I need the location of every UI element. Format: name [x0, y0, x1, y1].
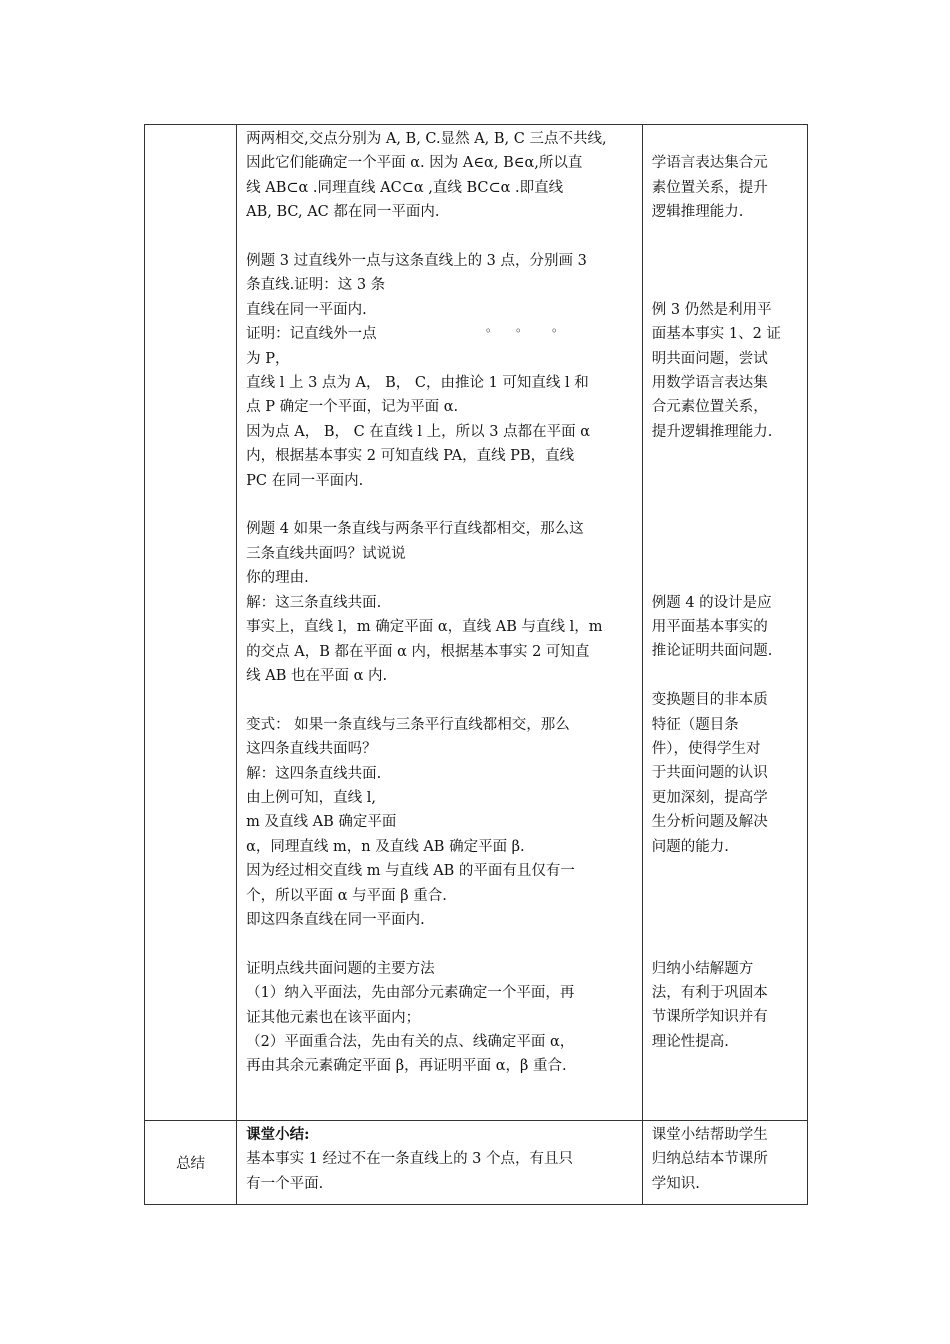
- design-note-line: [652, 908, 799, 932]
- content-line: （1）纳入平面法，先由部分元素确定一个平面，再: [246, 985, 575, 1002]
- content-line: AB, BC, AC 都在同一平面内.: [246, 204, 440, 221]
- design-note-line: [652, 444, 799, 468]
- content-line: 再由其余元素确定平面 β，再证明平面 α，β 重合.: [246, 1058, 567, 1075]
- summary-label: 总结: [145, 1121, 237, 1205]
- design-note-line: 理论性提高.: [651, 1033, 729, 1050]
- design-note-line: 变换题目的非本质: [651, 692, 768, 709]
- content-line: 条直线.证明：这 3 条: [246, 277, 386, 294]
- design-note-line: 用数学语言表达集: [651, 375, 768, 391]
- design-note-line: 节课所学知识并有: [651, 1009, 768, 1026]
- design-note-line: 推论证明共面问题.: [651, 643, 773, 660]
- content-line: 为 P，: [246, 350, 290, 367]
- content-line: 个，所以平面 α 与平面 β 重合.: [246, 887, 447, 904]
- content-line: 证明点线共面问题的主要方法: [246, 960, 435, 977]
- design-intent-cell: [642, 125, 807, 1121]
- design-note-line: [652, 249, 799, 273]
- content-line: α，同理直线 m，n 及直线 AB 确定平面 β.: [246, 838, 525, 855]
- design-note-line: [652, 225, 799, 249]
- design-note-line: [652, 542, 799, 566]
- design-note-line: 生分析问题及解决: [651, 814, 768, 831]
- content-line: 事实上，直线 l，m 确定平面 α，直线 AB 与直线 l，m: [246, 619, 603, 636]
- content-line: （2）平面重合法，先由有关的点、线确定平面 α，: [246, 1033, 575, 1050]
- content-line: 因此它们能确定一个平面 α. 因为 A∈α, B∈α,所以直: [246, 155, 583, 172]
- summary-row: [145, 1121, 808, 1205]
- design-note-line: 件），使得学生对: [651, 740, 761, 757]
- stage-cell-empty: [145, 125, 237, 1121]
- design-note-line: [652, 883, 799, 907]
- design-note-line: 学语言表达集合元: [651, 155, 768, 172]
- design-note-line: [652, 469, 799, 493]
- design-note-line: 问题的能力.: [651, 838, 729, 855]
- lesson-plan-table: [144, 124, 808, 1205]
- design-note-line: 用平面基本事实的: [651, 618, 768, 635]
- content-line: 解：这四条直线共面.: [246, 765, 382, 782]
- design-note-line: 逻辑推理能力.: [651, 204, 744, 221]
- content-line: 由上例可知，直线 l,: [246, 789, 376, 806]
- design-note-line: 素位置关系，提升: [651, 179, 768, 196]
- content-line: 直线在同一平面内.: [246, 301, 367, 318]
- design-note-line: [652, 859, 799, 883]
- content-line: 线 AB 也在平面 α 内.: [246, 667, 388, 684]
- summary-note: 课堂小结帮助学生: [651, 1127, 768, 1143]
- content-row: [145, 125, 808, 1121]
- design-note-line: 合元素位置关系，: [651, 399, 768, 416]
- stray-dot: 。: [486, 320, 499, 334]
- design-note-line: [652, 566, 799, 590]
- content-line: 直线 l 上 3 点为 A， B， C，由推论 1 可知直线 l 和: [246, 375, 589, 392]
- content-line: [246, 932, 634, 956]
- design-note-line: [652, 273, 799, 297]
- content-line: 证其他元素也在该平面内；: [246, 1009, 421, 1026]
- summary-line: 有一个平面.: [246, 1175, 324, 1192]
- content-line: 例题 4 如果一条直线与两条平行直线都相交，那么这: [246, 521, 584, 538]
- content-line: 变式： 如果一条直线与三条平行直线都相交，那么: [246, 716, 570, 733]
- design-note-line: [652, 517, 799, 541]
- content-line: [246, 225, 634, 249]
- stray-dot: 。: [516, 320, 529, 334]
- design-note-line: 法，有利于巩固本: [651, 984, 768, 1001]
- design-note-line: 提升逻辑推理能力.: [651, 423, 773, 440]
- content-line: PC 在同一平面内.: [246, 472, 364, 489]
- content-line: 内，根据基本事实 2 可知直线 PA，直线 PB，直线: [246, 448, 575, 465]
- summary-note: 学知识.: [651, 1175, 700, 1192]
- content-line: 线 AB⊂α .同理直线 AC⊂α ,直线 BC⊂α .即直线: [246, 179, 564, 196]
- summary-content-cell: [237, 1121, 643, 1205]
- design-note-line: 面基本事实 1、2 证: [651, 326, 781, 343]
- content-line: 点 P 确定一个平面，记为平面 α.: [246, 399, 459, 416]
- content-line: 例题 3 过直线外一点与这条直线上的 3 点，分别画 3: [246, 253, 587, 270]
- content-line: 解：这三条直线共面.: [246, 594, 382, 611]
- summary-note: 归纳总结本节课所: [651, 1151, 768, 1168]
- design-note-line: 例题 4 的设计是应: [651, 594, 772, 611]
- content-line: 这四条直线共面吗？: [246, 741, 377, 758]
- design-note-line: [652, 127, 799, 151]
- design-note-line: 更加深刻，提高学: [651, 789, 768, 806]
- content-line: [246, 688, 634, 712]
- content-line: m 及直线 AB 确定平面: [246, 814, 397, 831]
- summary-notes-cell: [642, 1121, 807, 1205]
- content-line: 的交点 A，B 都在平面 α 内，根据基本事实 2 可知直: [246, 643, 590, 660]
- content-line: 三条直线共面吗？试说说: [246, 545, 406, 562]
- design-note-line: [652, 932, 799, 956]
- teaching-content-cell: [237, 125, 643, 1121]
- design-note-line: 归纳小结解题方: [651, 960, 754, 977]
- design-note-line: 例 3 仍然是利用平: [651, 301, 772, 318]
- design-note-line: [652, 493, 799, 517]
- design-note-line: 明共面问题，尝试: [651, 350, 768, 367]
- content-line: 因为点 A， B， C 在直线 l 上，所以 3 点都在平面 α: [246, 423, 590, 440]
- content-line: [246, 493, 634, 517]
- content-line: 你的理由.: [246, 570, 309, 587]
- design-note-line: 于共面问题的认识: [651, 765, 768, 782]
- summary-line: 基本事实 1 经过不在一条直线上的 3 个点，有且只: [246, 1151, 574, 1168]
- content-line: 因为经过相交直线 m 与直线 AB 的平面有且仅有一: [246, 863, 575, 880]
- design-note-line: 特征（题目条: [651, 716, 739, 733]
- content-line: 两两相交,交点分别为 A, B, C.显然 A, B, C 三点不共线,: [246, 131, 607, 147]
- content-line: 证明：记直线外一点: [246, 326, 377, 343]
- design-note-line: [652, 664, 799, 688]
- stray-dot: 。: [552, 320, 565, 334]
- content-line: 即这四条直线在同一平面内.: [246, 911, 425, 928]
- summary-heading: 课堂小结:: [246, 1126, 310, 1143]
